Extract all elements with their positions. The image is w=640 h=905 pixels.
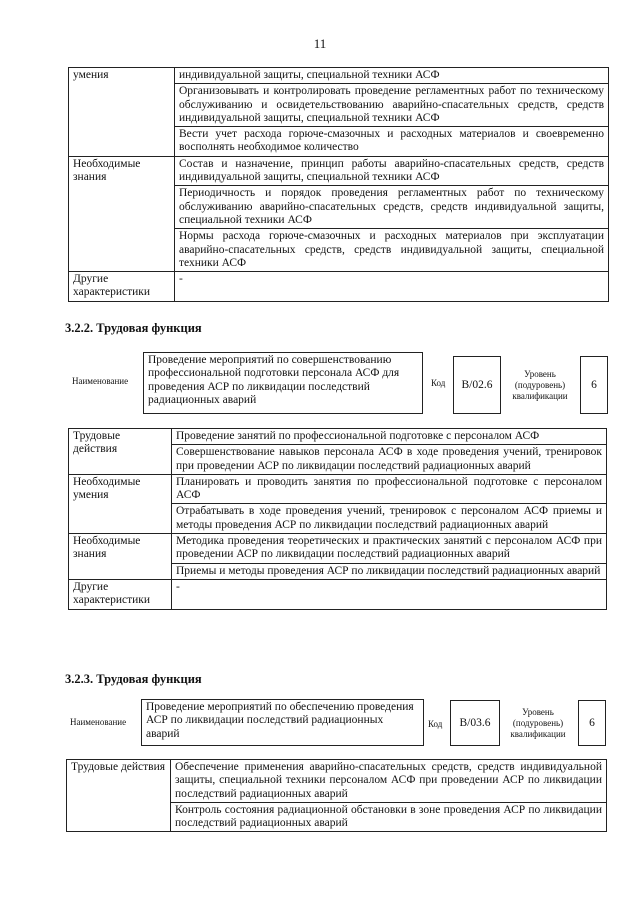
table-cell: - [172,579,607,609]
table-cell: Состав и назначение, принцип работы аварийно-спасательных средств, средств индивидуальной защиты, специальной техники АСФ [175,156,609,186]
section-heading: 3.2.3. Трудовая функция [65,672,202,686]
table-cell: Нормы расхода горюче-смазочных и расходных материалов при эксплуатации аварийно-спасательных средств, средств индивидуальной защиты, специальной техники АСФ [175,229,609,272]
table-cell: Проведение занятий по профессиональной подготовке с персоналом АСФ [172,429,607,445]
table-cell: Планировать и проводить занятия по профессиональной подготовке с персоналом АСФ [172,474,607,504]
row-label: Трудовые действия [67,760,171,832]
section-heading: 3.2.2. Трудовая функция [65,321,202,335]
row-label: умения [69,68,175,157]
table-cell: Вести учет расхода горюче-смазочных и расходных материалов и своевременно восполнять необходимое количество [175,127,609,157]
level-label: Уровень (подуровень) квалификации [512,369,568,401]
page-number: 11 [313,36,327,51]
row-label: Необходимые знания [69,534,172,580]
row-label: Другие характеристики [69,579,172,609]
table-cell: Периодичность и порядок проведения регламентных работ по техническому обслуживанию аварийно-спасательных средств, средств индивидуальной защиты, специальной техники АСФ [175,186,609,229]
skills-table-continued [68,67,609,302]
function-name-box: Проведение мероприятий по совершенствованию профессиональной подготовки персонала АСФ для проведения АСР по ликвидации последствий радиационных аварий [143,352,423,414]
table-cell: Обеспечение применения аварийно-спасательных средств, средств индивидуальной защиты, специальной техники персоналом АСФ при проведении АСР по ликвидации последствий радиационных аварий [171,760,607,803]
table-cell: Приемы и методы проведения АСР по ликвидации последствий радиационных аварий [172,563,607,579]
function-name-box: Проведение мероприятий по обеспечению проведения АСР по ликвидации последствий радиационных аварий [141,699,424,746]
table-cell: - [175,272,609,302]
name-label: Наименование [72,376,129,386]
name-label: Наименование [70,717,127,727]
row-label: Другие характеристики [69,272,175,302]
function-b02-table [68,428,607,610]
table-cell: Отрабатывать в ходе проведения учений, тренировок с персоналом АСФ приемы и методы проведения АСР по ликвидации последствий радиационных аварий [172,504,607,534]
code-label: Код [428,719,443,729]
code-box: B/02.6 [453,356,501,414]
row-label: Необходимые знания [69,156,175,271]
code-label: Код [431,378,446,388]
table-cell: Контроль состояния радиационной обстановки в зоне проведения АСР по ликвидации последствий радиационных аварий [171,802,607,832]
level-label: Уровень (подуровень) квалификации [510,707,566,739]
row-label: Трудовые действия [69,429,172,475]
level-box: 6 [578,700,606,746]
code-box: B/03.6 [450,700,500,746]
level-box: 6 [580,356,608,414]
table-cell: индивидуальной защиты, специальной техники АСФ [175,68,609,84]
function-b03-table [66,759,607,832]
table-cell: Методика проведения теоретических и практических занятий с персоналом АСФ при проведении АСР по ликвидации последствий радиационных аварий [172,534,607,564]
table-cell: Совершенствование навыков персонала АСФ в ходе проведения учений, тренировок при проведении АСР по ликвидации последствий радиационных аварий [172,445,607,475]
row-label: Необходимые умения [69,474,172,533]
table-cell: Организовывать и контролировать проведение регламентных работ по техническому обслуживанию и освидетельствованию аварийно-спасательных средств, средств индивидуальной защиты, специальной техники АСФ [175,84,609,127]
